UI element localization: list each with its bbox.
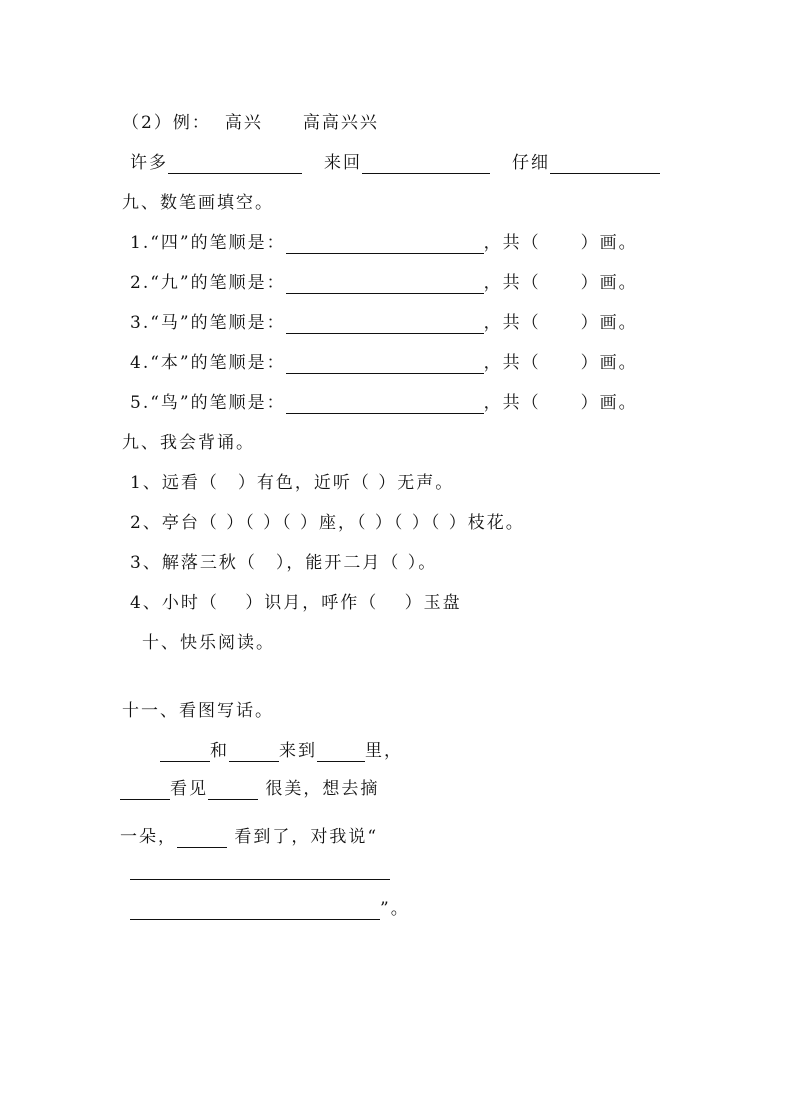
stroke-count-close: ）画。 [580, 273, 638, 293]
stroke-count-close: ）画。 [580, 233, 638, 253]
stroke-item [130, 392, 638, 414]
writing-blank[interactable] [177, 829, 227, 848]
writing-long-blank[interactable] [130, 901, 380, 920]
writing-text: 看见 [170, 779, 208, 799]
writing-text: 来到 [279, 741, 317, 761]
section-recite-title: 九、我会背诵。 [122, 433, 255, 453]
stroke-item [130, 352, 638, 374]
stroke-item-label: 4.“本”的笔顺是： [130, 353, 286, 373]
stroke-item-label: 2.“九”的笔顺是： [130, 273, 286, 293]
writing-long-blank[interactable] [130, 861, 390, 880]
stroke-count-open: ，共（ [483, 313, 541, 333]
writing-blank[interactable] [229, 743, 279, 762]
stroke-item-label: 5.“鸟”的笔顺是： [130, 393, 286, 413]
writing-row-4 [130, 858, 390, 880]
recite-line: 3、解落三秋（ ），能开二月（ ）。 [130, 553, 438, 573]
stroke-blank[interactable] [286, 235, 484, 254]
recite-line: 1、远看（ ）有色，近听（ ）无声。 [130, 473, 455, 493]
stroke-count-close: ）画。 [580, 393, 638, 413]
writing-row-1 [160, 740, 403, 762]
stroke-blank[interactable] [286, 315, 484, 334]
fill-word-1: 许多 [130, 153, 168, 173]
recite-line: 4、小时（ ）识月，呼作（ ）玉盘 [130, 593, 462, 613]
stroke-blank[interactable] [286, 355, 484, 374]
fill-word-2: 来回 [324, 153, 362, 173]
section-writing-title: 十一、看图写话。 [122, 701, 274, 721]
writing-text: 一朵， [120, 827, 177, 847]
fill-blank-3[interactable] [550, 155, 660, 174]
stroke-count-close: ）画。 [580, 353, 638, 373]
writing-blank[interactable] [120, 781, 170, 800]
stroke-blank[interactable] [286, 395, 484, 414]
example-row [122, 112, 379, 134]
writing-text: 和 [210, 741, 229, 761]
writing-blank[interactable] [160, 743, 210, 762]
stroke-item [130, 232, 638, 254]
writing-text: 很美，想去摘 [258, 779, 380, 799]
stroke-item-label: 1.“四”的笔顺是： [130, 233, 286, 253]
example-prefix: （2）例： [122, 113, 211, 133]
writing-text: 看到了，对我说“ [227, 827, 379, 847]
example-expanded: 高高兴兴 [302, 113, 379, 133]
writing-text: 里， [365, 741, 403, 761]
stroke-count-open: ，共（ [483, 273, 541, 293]
fill-blank-2[interactable] [362, 155, 490, 174]
recite-line: 2、亭台（ ）（ ）（ ）座，（ ）（ ）（ ）枝花。 [130, 513, 525, 533]
example-word: 高兴 [224, 113, 263, 133]
stroke-count-close: ）画。 [580, 313, 638, 333]
writing-blank[interactable] [208, 781, 258, 800]
stroke-count-open: ，共（ [483, 393, 541, 413]
writing-blank[interactable] [317, 743, 365, 762]
stroke-item-label: 3.“马”的笔顺是： [130, 313, 286, 333]
fill-word-3: 仔细 [512, 153, 550, 173]
stroke-item [130, 312, 638, 334]
section-reading-title: 十、快乐阅读。 [142, 633, 275, 653]
stroke-count-open: ，共（ [483, 353, 541, 373]
fill-words-row [130, 152, 660, 174]
stroke-item [130, 272, 638, 294]
stroke-count-open: ，共（ [483, 233, 541, 253]
section-strokes-title: 九、数笔画填空。 [122, 193, 274, 213]
fill-blank-1[interactable] [168, 155, 302, 174]
writing-row-2 [120, 778, 379, 800]
writing-row-5 [130, 898, 410, 920]
stroke-blank[interactable] [286, 275, 484, 294]
writing-end-quote: ”。 [380, 899, 410, 919]
writing-row-3 [120, 826, 378, 848]
